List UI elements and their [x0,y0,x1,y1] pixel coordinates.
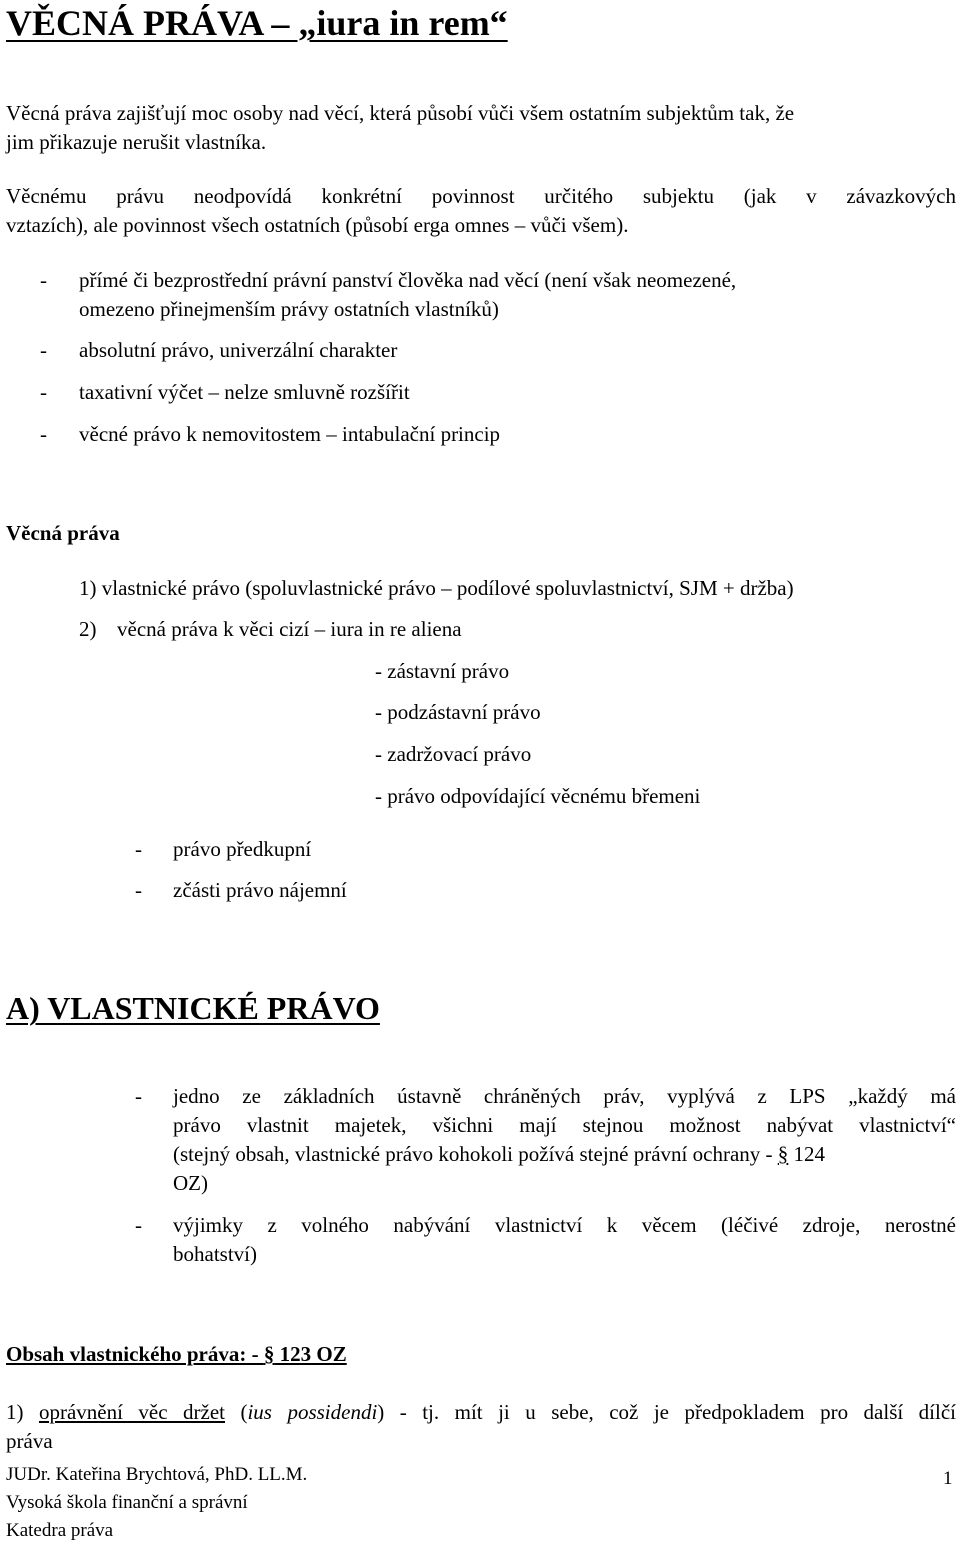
text-segment: ( [225,1400,248,1424]
text-segment: ) - tj. mít ji u sebe, což je předpokladem pro další dílčí [377,1400,956,1424]
underlined-term: oprávnění věc držet [38,1400,225,1424]
list-item: taxativní výčet – nelze smluvně rozšířit [79,380,410,404]
paragraph-sign: § [777,1142,789,1166]
section-subheading [6,1340,347,1369]
list-bullet: - [135,1213,142,1237]
list-item: právo předkupní [173,837,312,861]
list-bullet: - [40,380,47,404]
page-title: VĚCNÁ PRÁVA – „iura in rem“ [6,3,508,43]
list-item: zčásti právo nájemní [173,878,347,902]
text-segment: (stejný obsah, vlastnické právo kohokoli požívá stejné právní ochrany - [173,1142,778,1166]
footer-author: JUDr. Kateřina Brychtová, PhD. LL.M. [6,1464,308,1485]
list-item: právo vlastnit majetek, všichni mají stejnou možnost nabývat vlastnictví“ [173,1113,956,1137]
sub-item: - zadržovací právo [375,742,532,766]
list-item: omezeno přinejmenším právy ostatních vlastníků) [79,297,499,321]
list-bullet: - [40,338,47,362]
sub-item: - právo odpovídající věcnému břemeni [375,784,701,808]
list-number: 1) [6,1400,39,1424]
intro-line: Věcná práva zajišťují moc osoby nad věcí, která působí vůči všem ostatním subjektům tak, že [6,101,795,125]
footer-department: Katedra práva [6,1520,114,1541]
text-segment: 124 [788,1142,826,1166]
intro-line: Věcnému právu neodpovídá konkrétní povinnost určitého subjektu (jak v závazkových [6,184,956,208]
page-number: 1 [943,1468,953,1489]
list-bullet: - [135,878,142,902]
footer-school: Vysoká škola finanční a správní [6,1492,248,1513]
text-segment: Obsah vlastnického práva: - [6,1342,264,1366]
list-item [173,1140,825,1169]
list-item: absolutní právo, univerzální charakter [79,338,398,362]
list-item: přímé či bezprostřední právní panství člověka nad věcí (není však neomezené, [79,268,737,292]
intro-line: vztazích), ale povinnost všech ostatních (působí erga omnes – vůči všem). [6,213,629,237]
list-item: OZ) [173,1171,208,1195]
text-segment: 123 OZ [274,1342,347,1366]
list-item [6,1398,956,1427]
list-item: práva [6,1429,53,1453]
section-subheading: Věcná práva [6,521,120,545]
sub-item: - podzástavní právo [375,700,541,724]
list-bullet: - [135,837,142,861]
section-heading: A) VLASTNICKÉ PRÁVO [6,990,380,1026]
paragraph-sign: § [263,1342,275,1366]
list-item: výjimky z volného nabývání vlastnictví k věcem (léčivé zdroje, nerostné [173,1213,956,1237]
list-item: věcné právo k nemovitostem – intabulační princip [79,422,501,446]
intro-line: jim přikazuje nerušit vlastníka. [6,130,267,154]
latin-term: ius possidendi [247,1400,378,1424]
list-bullet: - [40,268,47,292]
list-item: 1) vlastnické právo (spoluvlastnické právo – podílové spoluvlastnictví, SJM + držba) [79,576,794,600]
list-item: jedno ze základních ústavně chráněných práv, vyplývá z LPS „každý má [173,1084,956,1108]
list-item: bohatství) [173,1242,257,1266]
list-bullet: - [40,422,47,446]
list-bullet: - [135,1084,142,1108]
sub-item: - zástavní právo [375,659,510,683]
list-item: věcná práva k věci cizí – iura in re aliena [117,617,462,641]
list-number: 2) [79,617,97,641]
